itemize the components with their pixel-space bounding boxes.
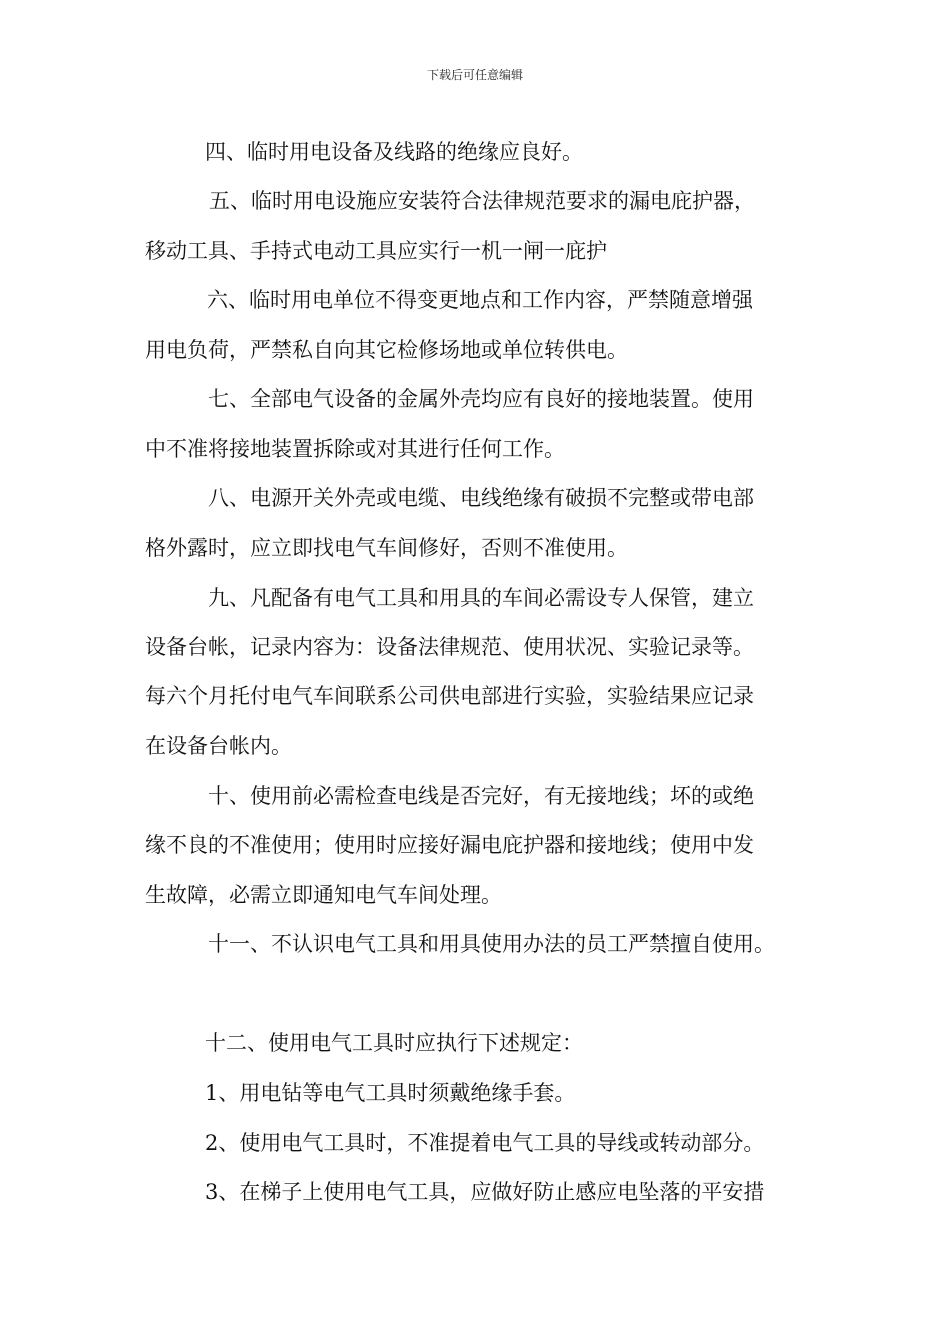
clause-5-line-1: 五、临时用电设施应安装符合法律规范要求的漏电庇护器，	[209, 189, 755, 213]
clause-6-line-2: 用电负荷，严禁私自向其它检修场地或单位转供电。	[145, 338, 628, 362]
page-header: 下载后可任意编辑	[426, 68, 523, 82]
clause-12-heading: 十二、使用电气工具时应执行下述规定：	[205, 1031, 583, 1055]
clause-7-line-1: 七、全部电气设备的金属外壳均应有良好的接地装置。使用	[208, 387, 754, 411]
clause-12-item-1: 1、用电钻等电气工具时须戴绝缘手套。	[205, 1081, 576, 1105]
clause-12-item-3: 3、在梯子上使用电气工具，应做好防止感应电坠落的平安措	[205, 1180, 765, 1204]
clause-7-line-2: 中不准将接地装置拆除或对其进行任何工作。	[145, 437, 565, 461]
clause-10-line-1: 十、使用前必需检查电线是否完好，有无接地线；坏的或绝	[208, 784, 754, 808]
clause-8-line-1: 八、电源开关外壳或电缆、电线绝缘有破损不完整或带电部	[208, 486, 754, 510]
clause-11-line-1: 十一、不认识电气工具和用具使用办法的员工严禁擅自使用。	[208, 932, 775, 956]
clause-10-line-2: 缘不良的不准使用；使用时应接好漏电庇护器和接地线；使用中发	[145, 833, 754, 857]
clause-5-line-2: 移动工具、手持式电动工具应实行一机一闸一庇护	[145, 239, 607, 263]
clause-6-line-1: 六、临时用电单位不得变更地点和工作内容，严禁随意增强	[207, 288, 753, 312]
clause-9-line-3: 每六个月托付电气车间联系公司供电部进行实验，实验结果应记录	[145, 684, 754, 708]
clause-12-item-2: 2、使用电气工具时，不准提着电气工具的导线或转动部分。	[205, 1131, 765, 1155]
clause-8-line-2: 格外露时，应立即找电气车间修好，否则不准使用。	[145, 536, 628, 560]
clause-10-line-3: 生故障，必需立即通知电气车间处理。	[145, 883, 502, 907]
clause-9-line-1: 九、凡配备有电气工具和用具的车间必需设专人保管，建立	[208, 586, 754, 610]
clause-4-line-1: 四、临时用电设备及线路的绝缘应良好。	[205, 140, 583, 164]
clause-9-line-2: 设备台帐，记录内容为：设备法律规范、使用状况、实验记录等。	[145, 635, 754, 659]
clause-9-line-4: 在设备台帐内。	[145, 734, 292, 758]
